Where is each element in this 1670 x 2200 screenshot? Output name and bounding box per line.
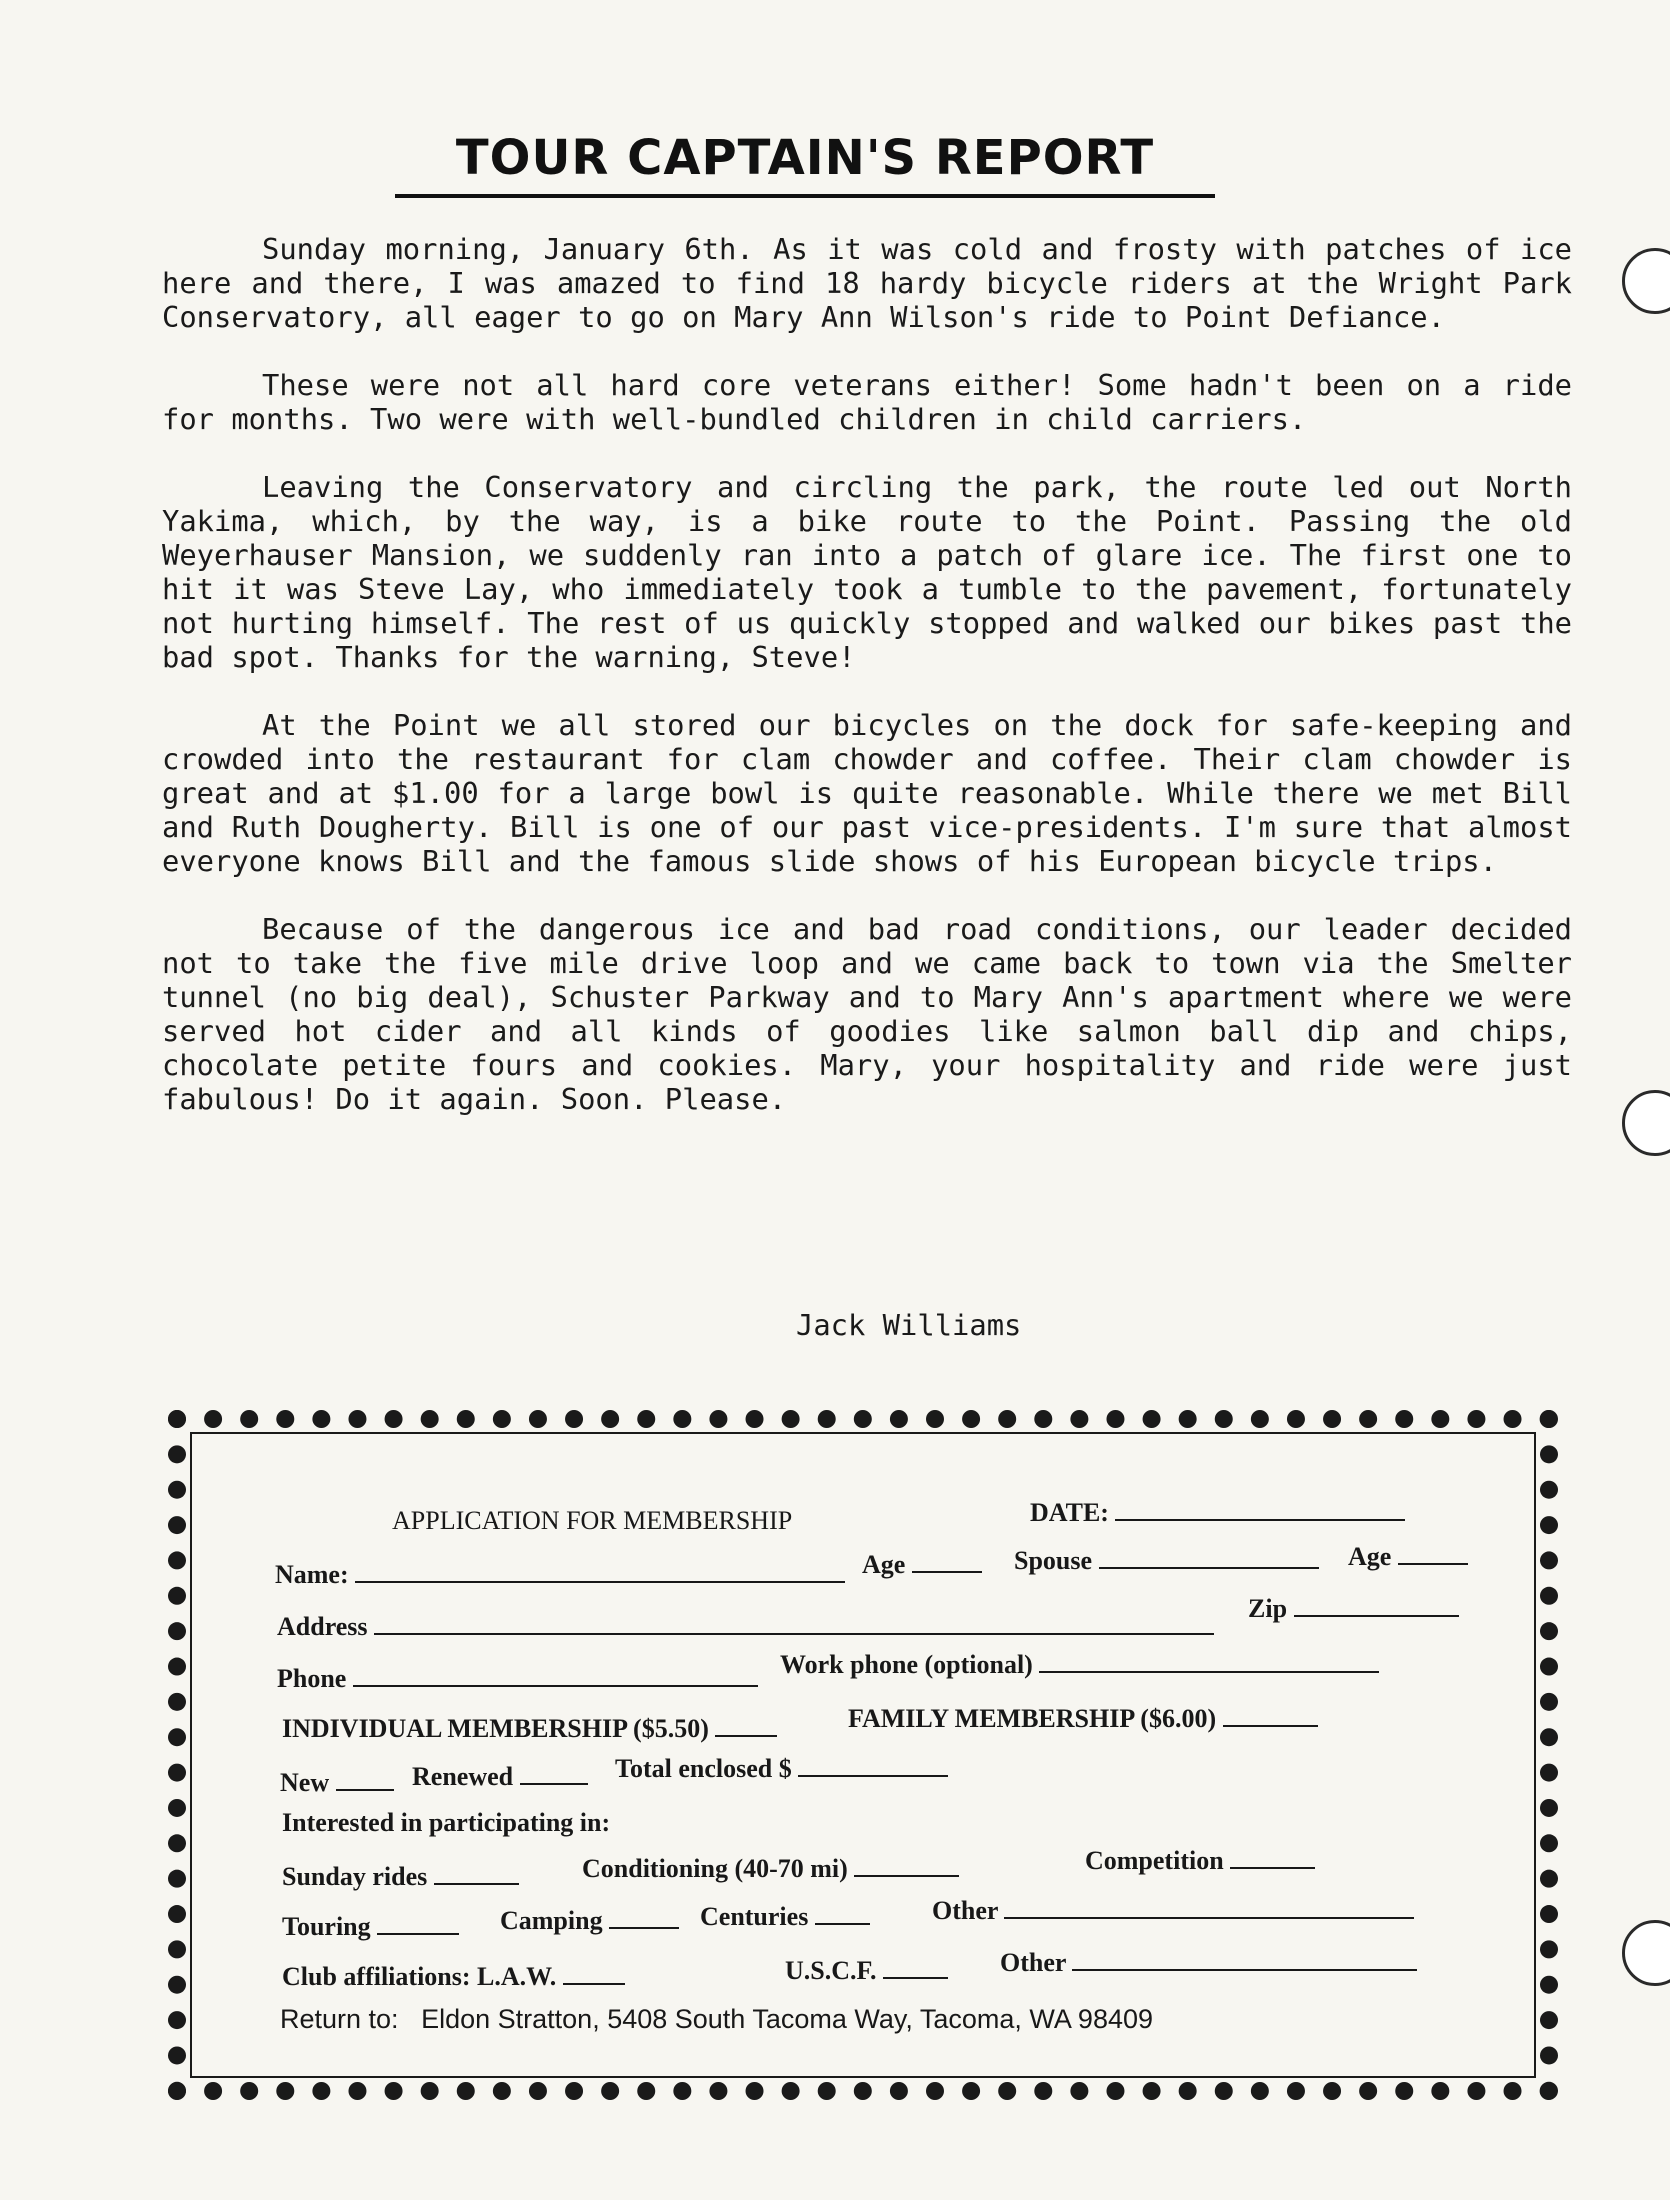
conditioning-label: Conditioning (40-70 mi) xyxy=(582,1854,848,1883)
individual-label: INDIVIDUAL MEMBERSHIP ($5.50) xyxy=(282,1714,709,1743)
uscf-field[interactable] xyxy=(883,1957,948,1979)
address-row xyxy=(277,1612,1214,1642)
work-phone-row xyxy=(780,1650,1379,1680)
family-label: FAMILY MEMBERSHIP ($6.00) xyxy=(848,1704,1217,1733)
report-body xyxy=(162,232,1572,1150)
camping-field[interactable] xyxy=(609,1907,679,1929)
work-phone-label: Work phone (optional) xyxy=(780,1650,1033,1679)
other-field[interactable] xyxy=(1004,1897,1414,1919)
interested-label: Interested in participating in: xyxy=(282,1808,611,1837)
individual-field[interactable] xyxy=(715,1715,777,1737)
other-row xyxy=(932,1896,1414,1926)
sunday-rides-label: Sunday rides xyxy=(282,1862,428,1891)
date-label: DATE: xyxy=(1030,1498,1109,1527)
date-field[interactable] xyxy=(1115,1499,1405,1521)
total-row xyxy=(615,1754,948,1784)
report-paragraph-2: These were not all hard core veterans either! Some hadn't been on a ride for months. Two were with well-bundled children in child carriers. xyxy=(162,368,1572,436)
competition-row xyxy=(1085,1846,1315,1876)
new-field[interactable] xyxy=(336,1769,394,1791)
camping-row xyxy=(500,1906,679,1936)
conditioning-row xyxy=(582,1854,959,1884)
centuries-row xyxy=(700,1902,870,1932)
binder-hole-top xyxy=(1622,248,1670,314)
age2-row xyxy=(1348,1542,1468,1572)
individual-row xyxy=(282,1714,777,1744)
renewed-row xyxy=(412,1762,588,1792)
family-row xyxy=(848,1704,1318,1734)
other2-label: Other xyxy=(1000,1948,1066,1977)
camping-label: Camping xyxy=(500,1906,603,1935)
return-address: Eldon Stratton, 5408 South Tacoma Way, Tacoma, WA 98409 xyxy=(421,2004,1154,2034)
spouse-field[interactable] xyxy=(1099,1547,1319,1569)
centuries-label: Centuries xyxy=(700,1902,809,1931)
title-underline xyxy=(395,194,1215,198)
other2-row xyxy=(1000,1948,1417,1978)
new-row xyxy=(280,1768,394,1798)
name-row xyxy=(275,1560,845,1590)
work-phone-field[interactable] xyxy=(1039,1651,1379,1673)
page-title: TOUR CAPTAIN'S REPORT xyxy=(455,130,1155,186)
sunday-rides-field[interactable] xyxy=(434,1863,519,1885)
report-paragraph-5: Because of the dangerous ice and bad road conditions, our leader decided not to take the five mile drive loop and we came back to town via the Smelter tunnel (no big deal), Schuster Parkway and to Mary Ann's apartment where we were served hot cider and all kinds of goodies like salmon ball dip and chips, chocolate petite fours and cookies. Mary, your hospitality and ride were just fabulous! Do it again. Soon. Please. xyxy=(162,912,1572,1116)
other2-field[interactable] xyxy=(1072,1949,1417,1971)
spouse-label: Spouse xyxy=(1014,1546,1093,1575)
uscf-row xyxy=(785,1956,948,1986)
form-title: APPLICATION FOR MEMBERSHIP xyxy=(392,1506,793,1535)
renewed-field[interactable] xyxy=(520,1763,588,1785)
zip-row xyxy=(1248,1594,1459,1624)
other-label: Other xyxy=(932,1896,998,1925)
age-label: Age xyxy=(862,1550,906,1579)
competition-field[interactable] xyxy=(1230,1847,1315,1869)
conditioning-field[interactable] xyxy=(854,1855,959,1877)
report-paragraph-1: Sunday morning, January 6th. As it was cold and frosty with patches of ice here and there, I was amazed to find 18 hardy bicycle riders at the Wright Park Conservatory, all eager to go on Mary Ann Wilson's ride to Point Defiance. xyxy=(162,232,1572,334)
phone-field[interactable] xyxy=(353,1665,758,1687)
family-field[interactable] xyxy=(1223,1705,1318,1727)
total-field[interactable] xyxy=(798,1755,948,1777)
competition-label: Competition xyxy=(1085,1846,1224,1875)
return-row xyxy=(280,2004,1153,2035)
report-paragraph-3: Leaving the Conservatory and circling the park, the route led out North Yakima, which, by the way, is a bike route to the Point. Passing the old Weyerhauser Mansion, we suddenly ran into a patch of glare ice. The first one to hit it was Steve Lay, who immediately took a tumble to the pavement, fortunately not hurting himself. The rest of us quickly stopped and walked our bikes past the bad spot. Thanks for the warning, Steve! xyxy=(162,470,1572,674)
age-field[interactable] xyxy=(912,1551,982,1573)
zip-field[interactable] xyxy=(1294,1595,1459,1617)
phone-row xyxy=(277,1664,758,1694)
zip-label: Zip xyxy=(1248,1594,1288,1623)
sunday-rides-row xyxy=(282,1862,519,1892)
report-paragraph-4: At the Point we all stored our bicycles on the dock for safe-keeping and crowded into the restaurant for clam chowder and coffee. Their clam chowder is great and at $1.00 for a large bowl is quite reasonable. While there we met Bill and Ruth Dougherty. Bill is one of our past vice-presidents. I'm sure that almost everyone knows Bill and the famous slide shows of his European bicycle trips. xyxy=(162,708,1572,878)
return-label: Return to: xyxy=(280,2004,399,2034)
address-field[interactable] xyxy=(374,1613,1214,1635)
club-row xyxy=(282,1962,625,1992)
touring-field[interactable] xyxy=(377,1913,459,1935)
binder-hole-bottom xyxy=(1622,1920,1670,1986)
name-field[interactable] xyxy=(355,1561,845,1583)
total-label: Total enclosed $ xyxy=(615,1754,792,1783)
address-label: Address xyxy=(277,1612,368,1641)
spouse-row xyxy=(1014,1546,1319,1576)
date-row xyxy=(1030,1498,1405,1528)
age2-label: Age xyxy=(1348,1542,1392,1571)
name-label: Name: xyxy=(275,1560,349,1589)
renewed-label: Renewed xyxy=(412,1762,514,1791)
age-row xyxy=(862,1550,982,1580)
touring-row xyxy=(282,1912,459,1942)
touring-label: Touring xyxy=(282,1912,371,1941)
centuries-field[interactable] xyxy=(815,1903,870,1925)
club-label: Club affiliations: L.A.W. xyxy=(282,1962,557,1991)
phone-label: Phone xyxy=(277,1664,347,1693)
law-field[interactable] xyxy=(563,1963,625,1985)
new-label: New xyxy=(280,1768,330,1797)
age2-field[interactable] xyxy=(1398,1543,1468,1565)
binder-hole-middle xyxy=(1622,1090,1670,1156)
uscf-label: U.S.C.F. xyxy=(785,1956,877,1985)
report-author: Jack Williams xyxy=(796,1308,1022,1342)
